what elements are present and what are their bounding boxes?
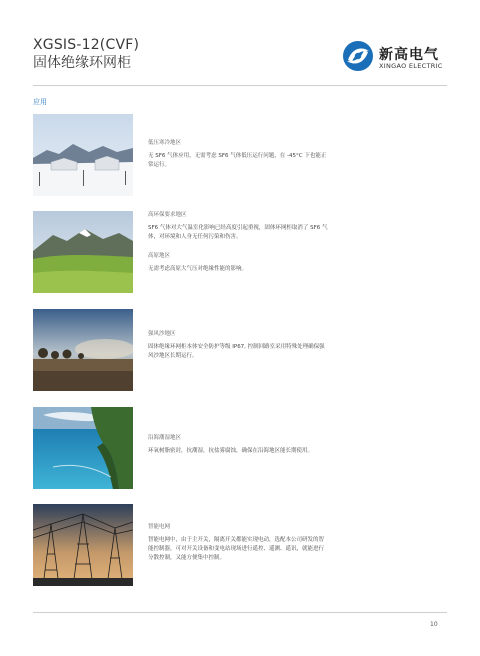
photo-green-meadow bbox=[33, 211, 133, 293]
photo-coastline bbox=[33, 407, 133, 489]
photo-snow-landscape bbox=[33, 114, 133, 196]
page-number: 10 bbox=[430, 621, 438, 628]
item-description: SF6 气体对大气温室化影响已经高度引起重视，固体环网柜取消了 SF6 气体，对环境和人身无任何污染和伤害。 bbox=[148, 225, 328, 240]
item-title: 智能电网 bbox=[148, 524, 171, 530]
item-low-temperature bbox=[148, 139, 328, 170]
logo-name-en: XINGAO ELECTRIC bbox=[379, 62, 443, 70]
item-sandstorm bbox=[148, 330, 328, 361]
item-smart-grid bbox=[148, 523, 328, 563]
logo-mark-icon bbox=[342, 40, 374, 72]
photo-sandstorm bbox=[33, 309, 133, 391]
item-environmental bbox=[148, 211, 328, 242]
company-logo bbox=[342, 40, 462, 76]
item-group-environment-plateau bbox=[148, 211, 328, 274]
item-title: 高原地区 bbox=[148, 253, 171, 259]
item-title: 沿海潮湿地区 bbox=[148, 435, 182, 441]
item-description: 无需考虑高原大气压对绝缘性能的影响。 bbox=[148, 266, 248, 272]
photo-substation bbox=[33, 504, 133, 586]
item-description: 无 SF6 气体应用，无需考虑 SF6 气体低压运行问题，在 -45°C 下也能正常运行。 bbox=[148, 153, 327, 168]
header-divider bbox=[33, 85, 447, 86]
document-subtitle: 固体绝缘环网柜 bbox=[33, 55, 131, 71]
item-title: 低压寒冷地区 bbox=[148, 140, 182, 146]
footer-divider bbox=[33, 612, 447, 613]
section-label: 应用 bbox=[33, 98, 47, 106]
document-title: XGSIS-12(CVF) bbox=[33, 37, 140, 53]
item-plateau bbox=[148, 252, 328, 274]
item-coastal bbox=[148, 434, 328, 456]
logo-name-cn: 新高电气 bbox=[379, 47, 439, 63]
item-description: 固体绝缘环网柜本体安全防护等级 IP67, 控制回路室采用特殊处理确保强风沙地区长期运行。 bbox=[148, 344, 325, 359]
item-title: 强风沙地区 bbox=[148, 331, 176, 337]
item-title: 高环保要求地区 bbox=[148, 212, 187, 218]
item-description: 环氧树脂密封，抗潮湿，抗盐雾腐蚀，确保在沿海地区能长期使用。 bbox=[148, 448, 314, 454]
item-description: 智能电网中，由于主开关，隔离开关都能实现电动，选配本公司研发的智能控制器，可对开关设备和变电站现场进行遥控、遥测、遥讯，就能进行分散控制，又能方便集中控制。 bbox=[148, 537, 325, 561]
